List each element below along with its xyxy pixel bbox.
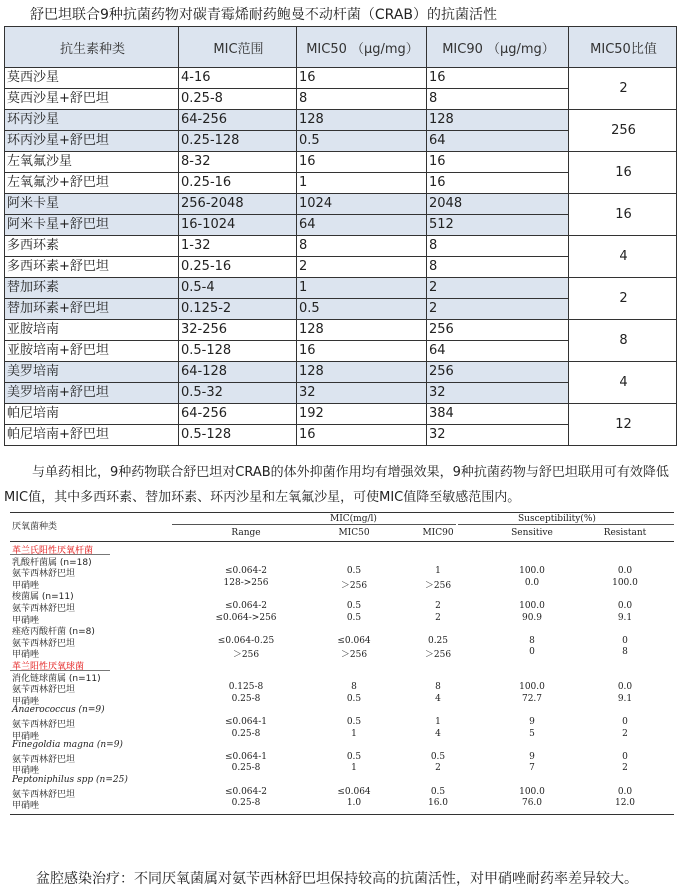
organism-heading: 乳酸杆菌属 (n=18) [12, 557, 92, 568]
mic90: 256 [427, 320, 569, 341]
drug-label: 氨苄西林舒巴坦 [12, 754, 76, 765]
drug-name: 帕尼培南+舒巴坦 [5, 425, 179, 446]
mic50: 8 [297, 236, 427, 257]
header-antibiotic: 抗生素种类 [5, 27, 179, 68]
sensitive-value: 72.7 [521, 693, 543, 704]
mic90-value: 1 [435, 717, 441, 727]
drug-name: 帕尼培南 [5, 404, 179, 425]
mic90: 8 [427, 257, 569, 278]
range-value: ≤0.064-2 [224, 566, 268, 577]
table-row [5, 404, 677, 425]
mic50: 32 [297, 383, 427, 404]
mic-range: 0.125-2 [179, 299, 297, 320]
mic90-value: 1 [435, 566, 441, 577]
mic50-value: 0.5 [346, 751, 362, 762]
resistant-value: 2 [622, 763, 628, 774]
resistant-value: 2 [622, 728, 628, 739]
mic50-ratio: 4 [569, 236, 677, 278]
mic50: 64 [297, 215, 427, 236]
drug-label: 甲硝唑 [12, 650, 40, 661]
mic90: 16 [427, 173, 569, 194]
mic90: 16 [427, 68, 569, 89]
mic50-value: ＞256 [340, 650, 368, 661]
mic-range: 256-2048 [179, 194, 297, 215]
table1-header-row [5, 27, 677, 68]
mic90: 128 [427, 110, 569, 131]
sensitive-value: 0 [529, 647, 535, 658]
mic-range: 32-256 [179, 320, 297, 341]
mic-range: 64-256 [179, 404, 297, 425]
mic-range: 4-16 [179, 68, 297, 89]
mic90: 8 [427, 89, 569, 110]
mic90-value: 0.5 [430, 786, 446, 797]
mic90-value: 0.5 [430, 751, 446, 762]
drug-label: 甲硝唑 [12, 696, 40, 707]
mic90: 2 [427, 299, 569, 320]
drug-label: 氨苄西林舒巴坦 [12, 789, 76, 800]
range-value: 0.25-8 [231, 763, 261, 774]
drug-name: 替加环素 [5, 278, 179, 299]
range-value: ≤0.064-2 [224, 786, 268, 797]
drug-name: 环丙沙星+舒巴坦 [5, 131, 179, 152]
header-mic90: MIC90 （μg/mg） [427, 27, 569, 68]
mic50-value: 1 [351, 728, 357, 739]
sensitive-value: 100.0 [519, 566, 545, 577]
mic90: 16 [427, 152, 569, 173]
mic90: 64 [427, 131, 569, 152]
mic50: 16 [297, 425, 427, 446]
table2-top-rule [10, 512, 674, 513]
mic50-ratio: 16 [569, 194, 677, 236]
resistant-value: 0.0 [617, 682, 633, 693]
susc-group-rule [458, 524, 674, 525]
mic50-value: ≤0.064 [337, 786, 371, 797]
mic50: 192 [297, 404, 427, 425]
drug-label: 甲硝唑 [12, 580, 40, 591]
mic50-value: ≤0.064 [337, 635, 371, 646]
mic90: 32 [427, 425, 569, 446]
range-value: 0.25-8 [231, 728, 261, 739]
range-value: 0.125-8 [228, 682, 264, 693]
mic-range: 1-32 [179, 236, 297, 257]
summary-paragraph: 与单药相比，9种药物联合舒巴坦对CRAB的体外抑菌作用均有增强效果，9种抗菌药物与舒巴坦联用可有效降低MIC值，其中多西环素、替加环素、环丙沙星和左氧氟沙星，可使MIC值降至敏感范围内。 [4, 465, 669, 505]
header-mic-range: MIC范围 [179, 27, 297, 68]
header-mic50-ratio: MIC50比值 [569, 27, 677, 68]
organism-heading: 消化链球菌属 (n=11) [12, 673, 101, 684]
mic50: 1 [297, 278, 427, 299]
sensitive-value: 5 [529, 728, 535, 739]
mic-range: 0.5-4 [179, 278, 297, 299]
range-value: ≤0.064->256 [215, 612, 277, 623]
resistant-value: 0.0 [617, 786, 633, 797]
sensitive-value: 7 [529, 763, 535, 774]
mic90-value: ＞256 [424, 580, 452, 591]
drug-label: 氨苄西林舒巴坦 [12, 685, 76, 696]
range-value: 0.25-8 [231, 798, 261, 809]
mic-group-rule [172, 524, 456, 525]
table2-header-rule [10, 541, 674, 542]
mic50-ratio: 2 [569, 68, 677, 110]
mic90-value: 0.25 [427, 635, 449, 646]
mic50-value: ＞256 [340, 580, 368, 591]
table-row [5, 110, 677, 131]
mic90-value: ＞256 [424, 650, 452, 661]
drug-name: 多西环素 [5, 236, 179, 257]
sensitive-value: 0.0 [524, 577, 540, 588]
sensitive-value: 76.0 [521, 798, 543, 809]
drug-name: 多西环素+舒巴坦 [5, 257, 179, 278]
drug-name: 莫西沙星 [5, 68, 179, 89]
mic50: 128 [297, 320, 427, 341]
table-row [5, 320, 677, 341]
subheader-range: Range [231, 528, 261, 538]
table-row [5, 236, 677, 257]
table2-mic-group-header: MIC(mg/l) [330, 514, 377, 524]
sensitive-value: 8 [529, 635, 535, 646]
sensitive-value: 9 [529, 717, 535, 727]
organism-heading: Anaerococcus (n=9) [12, 705, 105, 716]
mic50: 16 [297, 68, 427, 89]
mic50-ratio: 8 [569, 320, 677, 362]
drug-name: 替加环素+舒巴坦 [5, 299, 179, 320]
table2-susc-group-header: Susceptibility(%) [518, 514, 596, 524]
mic90-value: 16.0 [427, 798, 449, 809]
mic-range: 64-128 [179, 362, 297, 383]
mic90-value: 8 [435, 682, 441, 693]
organism-heading: Peptoniphilus spp (n=25) [12, 775, 128, 785]
table-row [5, 278, 677, 299]
mic50: 16 [297, 152, 427, 173]
table-row [5, 362, 677, 383]
subheader-mic50: MIC50 [338, 528, 370, 538]
mic90-value: 4 [435, 728, 441, 739]
sensitive-value: 100.0 [519, 786, 545, 797]
drug-name: 阿米卡星 [5, 194, 179, 215]
resistant-value: 8 [622, 647, 628, 658]
mic50: 8 [297, 89, 427, 110]
drug-name: 亚胺培南 [5, 320, 179, 341]
organism-heading: 痤疮丙酸杆菌 (n=8) [12, 627, 95, 638]
drug-name: 亚胺培南+舒巴坦 [5, 341, 179, 362]
organism-heading: 梭菌属 (n=11) [12, 592, 74, 603]
mic-range: 0.25-8 [179, 89, 297, 110]
drug-label: 甲硝唑 [12, 731, 40, 742]
mic90: 8 [427, 236, 569, 257]
mic90-value: 2 [435, 601, 441, 611]
mic50-ratio: 256 [569, 110, 677, 152]
mic50-ratio: 16 [569, 152, 677, 194]
mic50: 0.5 [297, 299, 427, 320]
mic-range: 0.25-16 [179, 173, 297, 194]
table-row [5, 68, 677, 89]
mic90-value: 2 [435, 612, 441, 623]
drug-name: 左氧氟沙星 [5, 152, 179, 173]
table2-bottom-rule [10, 814, 674, 815]
resistant-value: 100.0 [612, 577, 638, 588]
sensitive-value: 100.0 [519, 682, 545, 693]
drug-name: 美罗培南 [5, 362, 179, 383]
organism-heading: Finegoldia magna (n=9) [12, 740, 123, 751]
subheader-mic90: MIC90 [422, 528, 454, 538]
mic50: 128 [297, 362, 427, 383]
mic50: 0.5 [297, 131, 427, 152]
mic50-value: 0.5 [346, 566, 362, 577]
mic50: 16 [297, 341, 427, 362]
mic50-value: 0.5 [346, 693, 362, 704]
table1-title: 舒巴坦联合9种抗菌药物对碳青霉烯耐药鲍曼不动杆菌（CRAB）的抗菌活性 [30, 7, 498, 23]
range-value: ≤0.064-1 [224, 751, 268, 762]
mic50-value: 0.5 [346, 601, 362, 611]
header-mic50: MIC50 （μg/mg） [297, 27, 427, 68]
resistant-value: 0 [622, 635, 628, 646]
drug-name: 美罗培南+舒巴坦 [5, 383, 179, 404]
drug-name: 阿米卡星+舒巴坦 [5, 215, 179, 236]
sensitive-value: 9 [529, 751, 535, 762]
mic50-ratio: 2 [569, 278, 677, 320]
resistant-value: 9.1 [617, 612, 633, 623]
drug-name: 莫西沙星+舒巴坦 [5, 89, 179, 110]
range-value: ≤0.064-1 [224, 717, 268, 727]
range-value: 0.25-8 [231, 693, 261, 704]
mic90: 384 [427, 404, 569, 425]
mic50: 1 [297, 173, 427, 194]
table-row [5, 152, 677, 173]
range-value: ≤0.064-0.25 [217, 635, 275, 646]
mic50-value: 1.0 [346, 798, 362, 809]
drug-label: 氨苄西林舒巴坦 [12, 569, 76, 580]
mic-range: 0.25-16 [179, 257, 297, 278]
sensitive-value: 100.0 [519, 601, 545, 611]
crab-activity-table [4, 26, 677, 446]
resistant-value: 12.0 [614, 798, 636, 809]
mic-range: 0.25-128 [179, 131, 297, 152]
table2-species-header: 厌氧菌种类 [12, 522, 58, 532]
drug-label: 甲硝唑 [12, 766, 40, 777]
mic-range: 64-256 [179, 110, 297, 131]
category-heading: 革兰阳性厌氧球菌 [12, 662, 85, 672]
mic90: 2048 [427, 194, 569, 215]
mic90-value: 2 [435, 763, 441, 774]
drug-label: 甲硝唑 [12, 801, 40, 812]
drug-label: 氨苄西林舒巴坦 [12, 638, 76, 649]
mic-range: 0.5-128 [179, 425, 297, 446]
mic-range: 16-1024 [179, 215, 297, 236]
mic90: 512 [427, 215, 569, 236]
resistant-value: 0 [622, 751, 628, 762]
anaerobe-susceptibility-table [10, 512, 674, 854]
subheader-resistant: Resistant [603, 528, 647, 538]
mic50: 1024 [297, 194, 427, 215]
resistant-value: 0 [622, 717, 628, 727]
drug-name: 环丙沙星 [5, 110, 179, 131]
mic90: 64 [427, 341, 569, 362]
subheader-sensitive: Sensitive [511, 528, 553, 538]
category-heading: 革兰氏阳性厌氧杆菌 [12, 546, 94, 556]
mic50-ratio: 4 [569, 362, 677, 404]
resistant-value: 9.1 [617, 693, 633, 704]
range-value: 128->256 [223, 577, 269, 588]
range-value: ＞256 [232, 650, 260, 661]
mic-range: 0.5-32 [179, 383, 297, 404]
sensitive-value: 90.9 [521, 612, 543, 623]
mic50: 128 [297, 110, 427, 131]
table-row [5, 194, 677, 215]
mic90: 32 [427, 383, 569, 404]
mic50: 2 [297, 257, 427, 278]
mic90-value: 4 [435, 693, 441, 704]
range-value: ≤0.064-2 [224, 601, 268, 611]
resistant-value: 0.0 [617, 601, 633, 611]
mic50-value: 8 [351, 682, 357, 693]
mic-range: 0.5-128 [179, 341, 297, 362]
drug-label: 氨苄西林舒巴坦 [12, 720, 76, 730]
mic50-ratio: 12 [569, 404, 677, 446]
drug-label: 甲硝唑 [12, 615, 40, 626]
mic-range: 8-32 [179, 152, 297, 173]
footer-note: 盆腔感染治疗：不同厌氧菌属对氨苄西林舒巴坦保持较高的抗菌活性，对甲硝唑耐药率差异较大。 [36, 871, 638, 887]
mic50-value: 1 [351, 763, 357, 774]
mic90: 256 [427, 362, 569, 383]
mic50-value: 0.5 [346, 612, 362, 623]
resistant-value: 0.0 [617, 566, 633, 577]
mic90: 2 [427, 278, 569, 299]
mic50-value: 0.5 [346, 717, 362, 727]
drug-name: 左氧氟沙+舒巴坦 [5, 173, 179, 194]
drug-label: 氨苄西林舒巴坦 [12, 604, 76, 614]
